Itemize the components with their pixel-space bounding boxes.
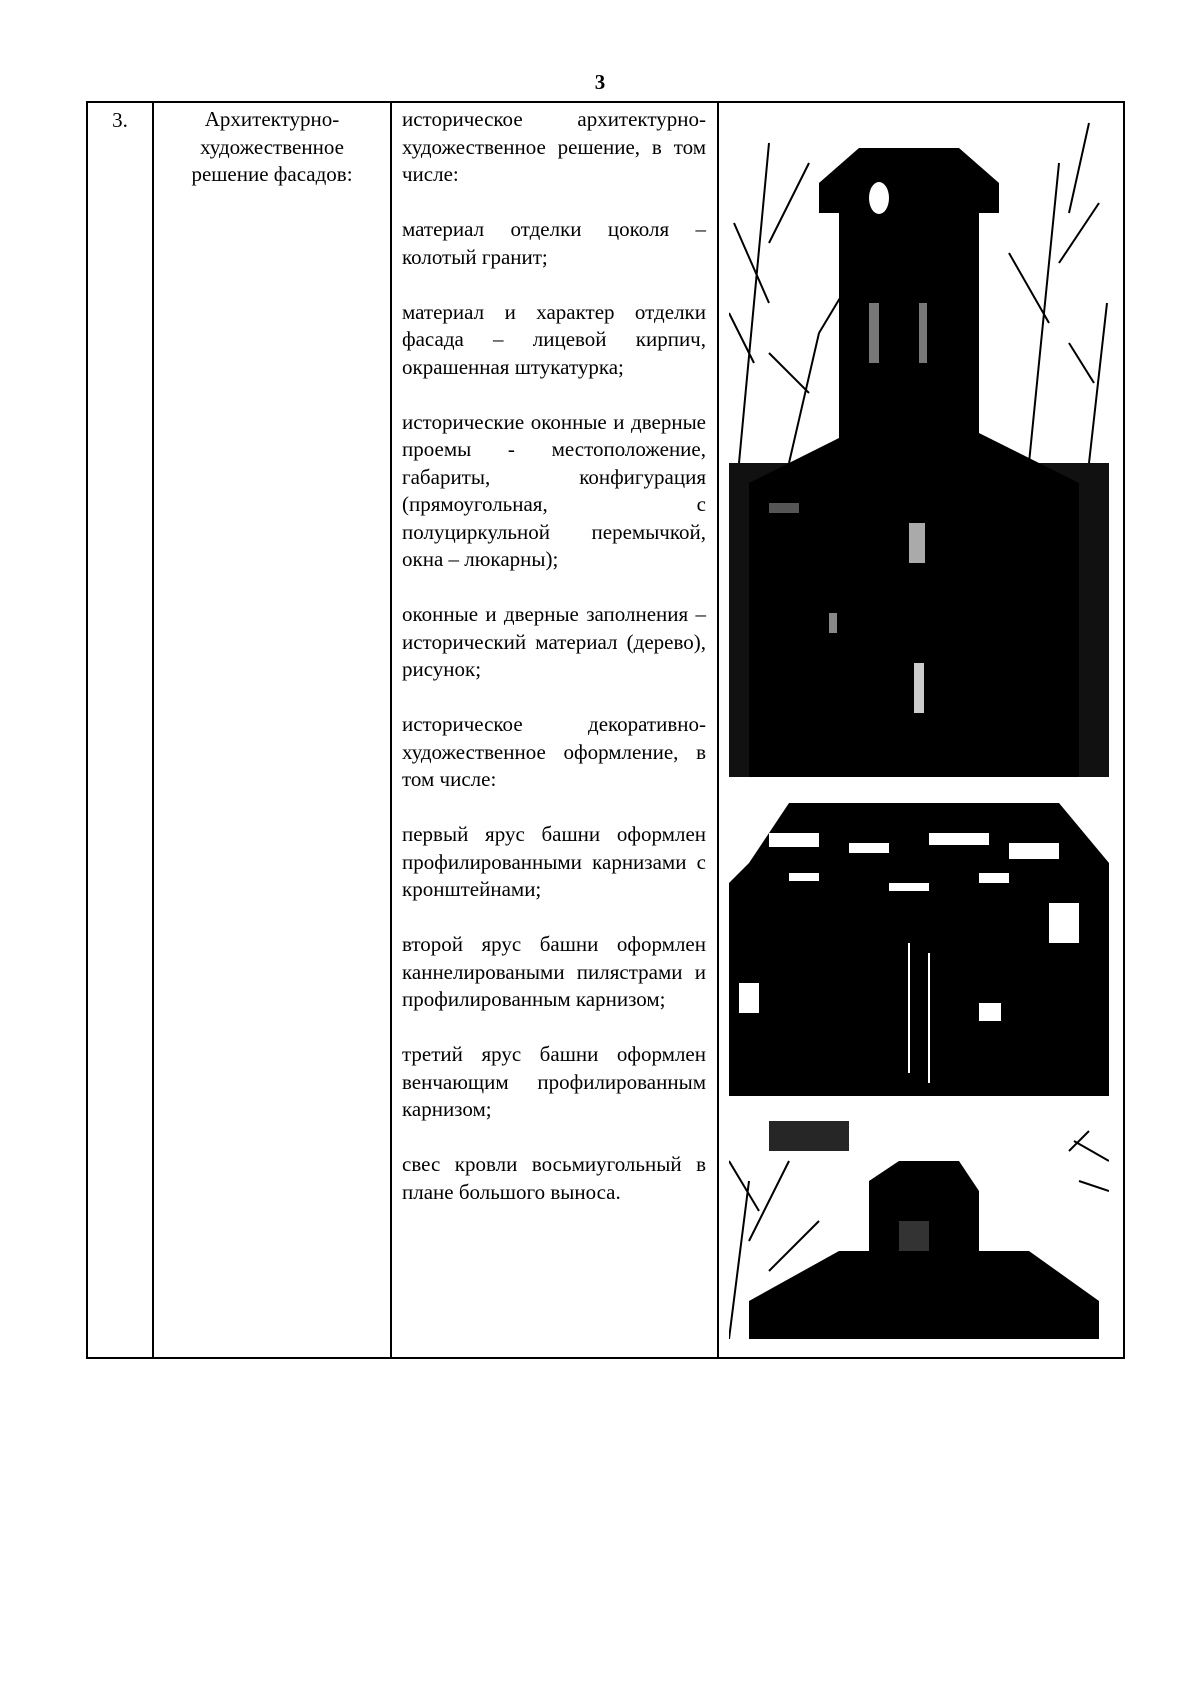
- description-paragraph: историческое декоративно-художественное оформление, в том числе:: [402, 712, 706, 791]
- roof-eave-photo: [729, 1121, 1109, 1339]
- properties-table: [86, 101, 1125, 1359]
- row-number: 3.: [112, 108, 128, 132]
- description-paragraph: материал отделки цоколя – колотый гранит;: [402, 217, 706, 269]
- row-number-cell: [87, 102, 153, 1358]
- row-description: [392, 103, 717, 1206]
- table-row: [87, 102, 1124, 1358]
- description-paragraph: материал и характер отделки фасада – лицевой кирпич, окрашенная штукатурка;: [402, 299, 706, 379]
- description-paragraph: второй ярус башни оформлен каннелироваными пилястрами и профилированным карнизом;: [402, 932, 706, 1011]
- row-photos-cell: [718, 102, 1124, 1358]
- page-number: 3: [594, 70, 606, 94]
- description-paragraph: оконные и дверные заполнения – исторический материал (дерево), рисунок;: [402, 602, 706, 681]
- row-label: Архитектурно-художественное решение фасадов:: [191, 107, 353, 186]
- description-paragraph: третий ярус башни оформлен венчающим профилированным карнизом;: [402, 1042, 706, 1121]
- row-label-cell: [153, 102, 391, 1358]
- description-paragraph: первый ярус башни оформлен профилированными карнизами с кронштейнами;: [402, 822, 706, 901]
- row-description-cell: [391, 102, 718, 1358]
- description-paragraph: исторические оконные и дверные проемы - местоположение, габариты, конфигурация (прямоугольная, с полуциркульной перемычкой, окна – люкарны);: [402, 409, 706, 571]
- facade-detail-photo: [729, 803, 1109, 1096]
- description-paragraph: свес кровли восьмиугольный в плане большого выноса.: [402, 1152, 706, 1204]
- tower-photo: [729, 103, 1109, 777]
- description-paragraph: историческое архитектурно-художественное решение, в том числе:: [402, 107, 706, 186]
